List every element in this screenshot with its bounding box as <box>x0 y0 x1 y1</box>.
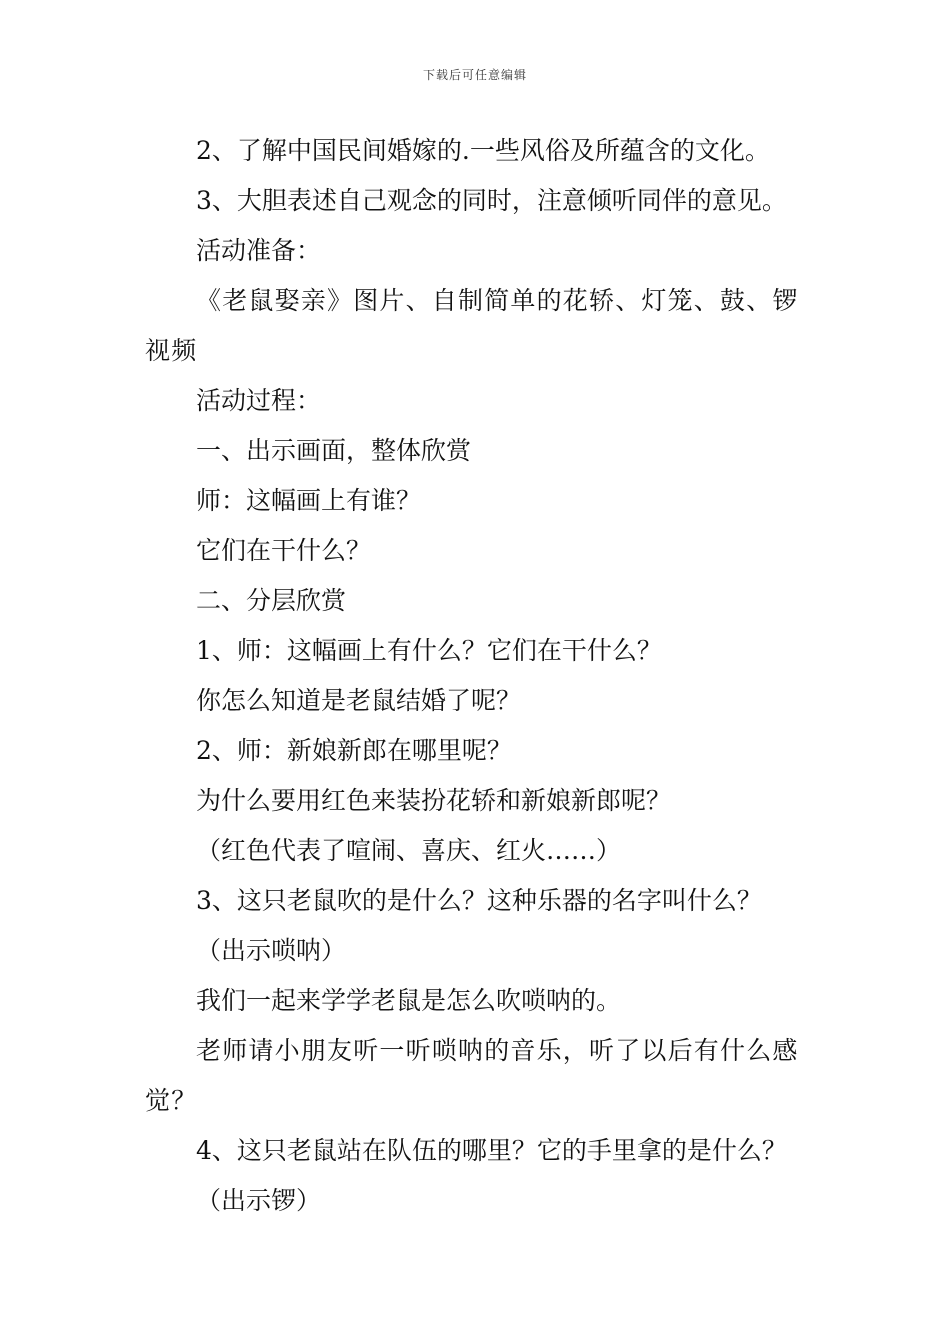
paragraph: 它们在干什么？ <box>196 536 372 565</box>
paragraph: 为什么要用红色来装扮花轿和新娘新郎呢？ <box>196 786 672 815</box>
paragraph: （出示锣） <box>196 1186 322 1215</box>
page-header: 下载后可任意编辑 <box>422 68 527 82</box>
document-body <box>145 126 810 1226</box>
paragraph: 你怎么知道是老鼠结婚了呢？ <box>196 686 522 715</box>
paragraph: 3、这只老鼠吹的是什么？这种乐器的名字叫什么？ <box>196 886 762 915</box>
paragraph: 1、师：这幅画上有什么？它们在干什么？ <box>196 636 662 665</box>
section-heading: 活动准备： <box>196 236 322 265</box>
section-heading: 活动过程： <box>196 386 322 415</box>
paragraph: 我们一起来学学老鼠是怎么吹唢呐的。 <box>196 986 622 1015</box>
paragraph: 师：这幅画上有谁？ <box>196 486 422 515</box>
paragraph: （红色代表了喧闹、喜庆、红火……） <box>196 836 622 865</box>
paragraph: 二、分层欣赏 <box>196 586 347 615</box>
paragraph: 老师请小朋友听一听唢呐的音乐，听了以后有什么感觉？ <box>145 1036 799 1115</box>
paragraph: 2、了解中国民间婚嫁的.一些风俗及所蕴含的文化。 <box>196 136 770 165</box>
paragraph: 一、出示画面，整体欣赏 <box>196 436 472 465</box>
paragraph: 4、这只老鼠站在队伍的哪里？它的手里拿的是什么？ <box>196 1136 787 1165</box>
paragraph: 3、大胆表述自己观念的同时，注意倾听同伴的意见。 <box>196 186 787 215</box>
paragraph: 《老鼠娶亲》图片、自制简单的花轿、灯笼、鼓、锣视频 <box>145 286 799 365</box>
paragraph: （出示唢呐） <box>196 936 347 965</box>
paragraph: 2、师：新娘新郎在哪里呢？ <box>196 736 512 765</box>
